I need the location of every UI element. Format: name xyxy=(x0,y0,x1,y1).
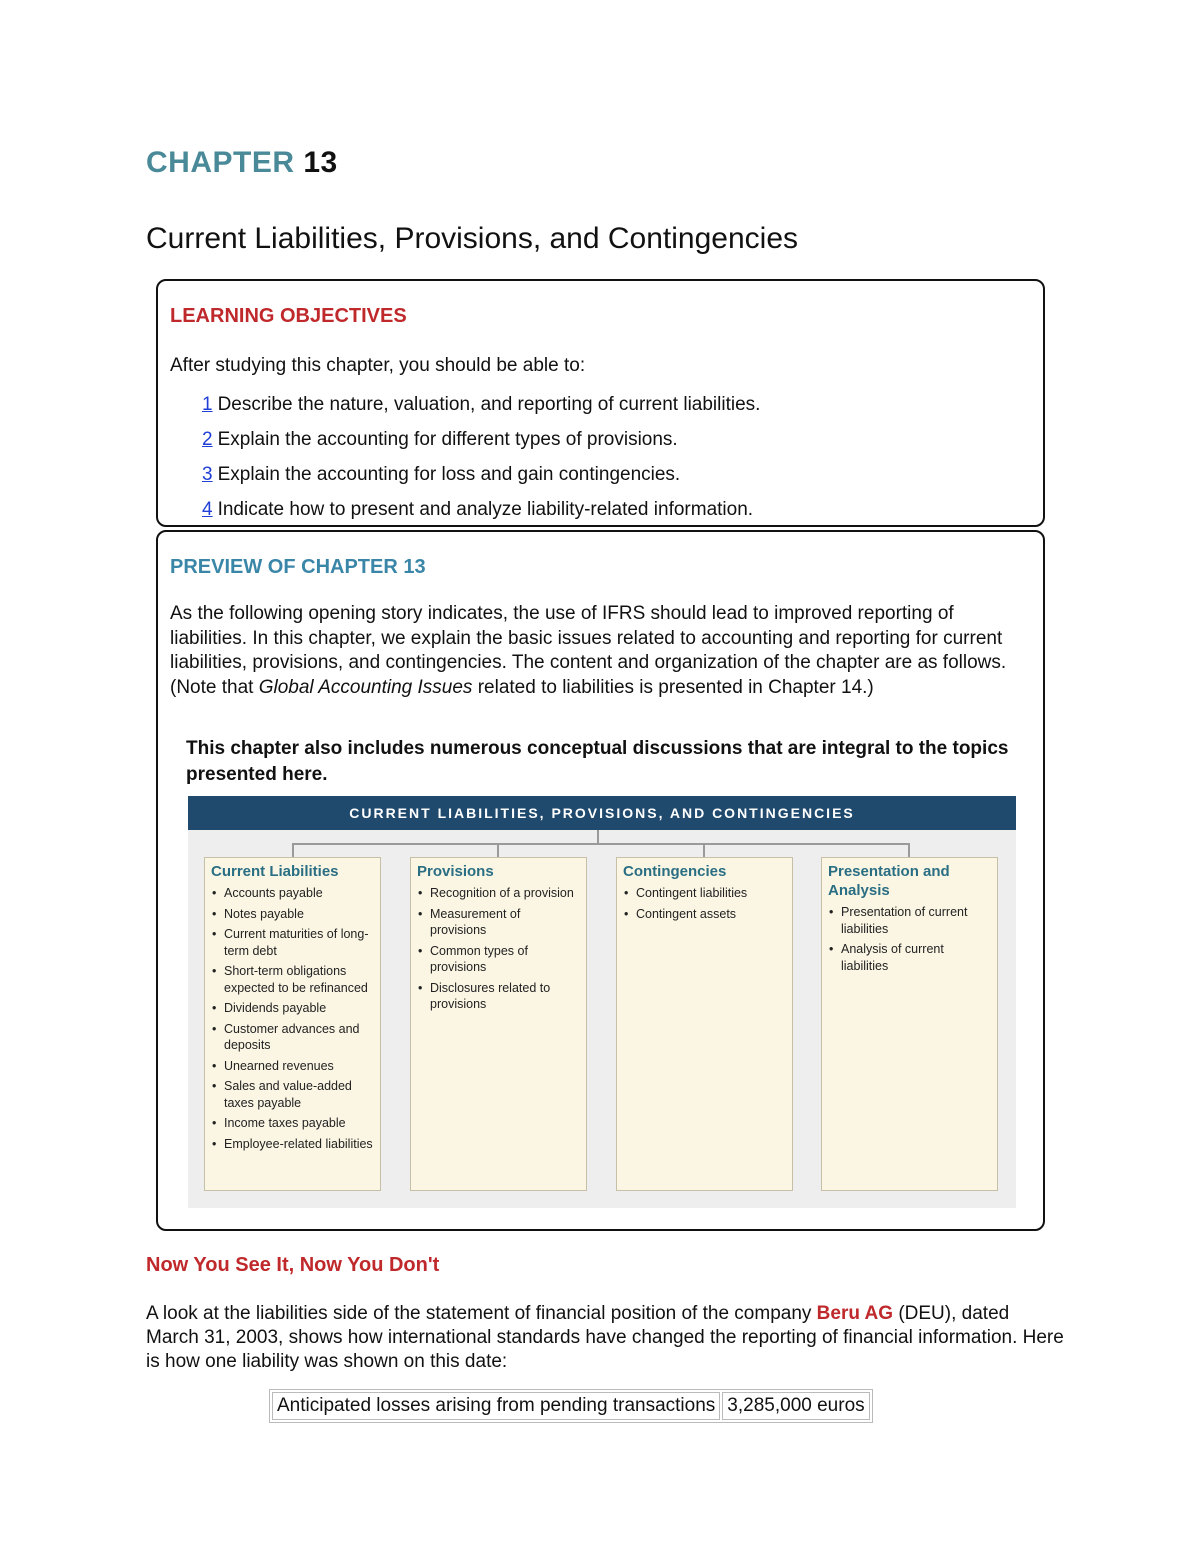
preview-note: This chapter also includes numerous conceptual discussions that are integral to the topics presented here. xyxy=(186,738,1009,785)
column-title: Current Liabilities xyxy=(211,863,339,880)
objective-link[interactable]: 1 xyxy=(202,394,213,415)
preview-box xyxy=(156,530,1045,1231)
objective-item xyxy=(202,457,760,492)
list-item: • Contingent liabilities xyxy=(623,885,786,902)
story-heading: Now You See It, Now You Don't xyxy=(146,1254,440,1276)
company-name: Beru AG xyxy=(816,1303,894,1324)
preview-text-italic: Global Accounting Issues xyxy=(258,676,473,698)
learning-objectives-box xyxy=(156,279,1045,527)
connector-line xyxy=(703,843,705,857)
column-list xyxy=(211,885,374,1152)
objective-text: Describe the nature, valuation, and reporting of current liabilities. xyxy=(217,394,761,415)
connector-line xyxy=(497,843,499,857)
preview-text xyxy=(170,602,1032,700)
chapter-label: CHAPTER xyxy=(146,146,295,179)
organization-chart xyxy=(188,796,1016,1208)
list-item: • Analysis of current liabilities xyxy=(828,941,991,974)
org-column-provisions xyxy=(410,857,587,1191)
objectives-list xyxy=(202,387,760,527)
chapter-number: 13 xyxy=(303,146,338,179)
preview-heading: PREVIEW OF CHAPTER 13 xyxy=(170,556,426,578)
preview-text-part: As the following opening story indicates, the use of IFRS should lead to improved reporting of liabilities. In this chapter, we explain the basic issues related to accounting and reporting for current liabilities, provisions, and contingencies. The content and organization of the chapter are as follows. (Note that xyxy=(170,603,1007,698)
objective-text: Explain the accounting for different types of provisions. xyxy=(217,429,678,450)
list-item: • Unearned revenues xyxy=(211,1058,374,1075)
objective-link[interactable]: 2 xyxy=(202,429,213,450)
objective-text: Explain the accounting for loss and gain contingencies. xyxy=(217,464,681,485)
list-item: • Short-term obligations expected to be refinanced xyxy=(211,963,374,996)
list-item: • Disclosures related to provisions xyxy=(417,980,580,1013)
chapter-title: Current Liabilities, Provisions, and Contingencies xyxy=(146,222,799,255)
list-item: • Measurement of provisions xyxy=(417,906,580,939)
story-text-part: A look at the liabilities side of the statement of financial position of the company xyxy=(146,1303,817,1324)
learning-objectives-heading: LEARNING OBJECTIVES xyxy=(170,305,407,327)
learning-objectives-intro: After studying this chapter, you should be able to: xyxy=(170,355,586,376)
list-item: • Sales and value-added taxes payable xyxy=(211,1078,374,1111)
connector-line xyxy=(908,843,910,857)
objective-link[interactable]: 3 xyxy=(202,464,213,485)
objective-item xyxy=(202,387,760,422)
objective-item xyxy=(202,422,760,457)
list-item: • Presentation of current liabilities xyxy=(828,904,991,937)
org-column-presentation-analysis xyxy=(821,857,998,1191)
table-row xyxy=(272,1392,870,1420)
connector-line xyxy=(292,843,294,857)
list-item: • Customer advances and deposits xyxy=(211,1021,374,1054)
list-item: • Common types of provisions xyxy=(417,943,580,976)
list-item: • Income taxes payable xyxy=(211,1115,374,1132)
liability-value-cell: 3,285,000 euros xyxy=(722,1392,869,1420)
column-list xyxy=(417,885,580,1013)
column-list xyxy=(623,885,786,922)
connector-line xyxy=(292,843,909,845)
objective-text: Indicate how to present and analyze liability-related information. xyxy=(217,499,754,520)
list-item: • Contingent assets xyxy=(623,906,786,923)
org-column-contingencies xyxy=(616,857,793,1191)
liability-label-cell: Anticipated losses arising from pending transactions xyxy=(272,1392,720,1420)
list-item: • Employee-related liabilities xyxy=(211,1136,374,1153)
preview-text-part: related to liabilities is presented in Chapter 14.) xyxy=(472,676,874,698)
list-item: • Dividends payable xyxy=(211,1000,374,1017)
chapter-heading xyxy=(146,146,338,180)
list-item: • Notes payable xyxy=(211,906,374,923)
list-item: • Accounts payable xyxy=(211,885,374,902)
column-list xyxy=(828,904,991,974)
connector-line xyxy=(597,830,599,844)
column-title: Provisions xyxy=(417,863,494,880)
org-column-current-liabilities xyxy=(204,857,381,1191)
list-item: • Current maturities of long-term debt xyxy=(211,926,374,959)
story-text xyxy=(146,1302,1066,1374)
story-text-part: (DEU), dated March 31, 2003, shows how international standards have changed the reporting of financial information. Here is how one liability was shown on this date: xyxy=(146,1303,1064,1372)
liability-table xyxy=(269,1389,873,1423)
column-title: Contingencies xyxy=(623,863,727,880)
list-item: • Recognition of a provision xyxy=(417,885,580,902)
org-chart-banner: CURRENT LIABILITIES, PROVISIONS, AND CONTINGENCIES xyxy=(188,796,1016,830)
objective-link[interactable]: 4 xyxy=(202,499,213,520)
column-title: Presentation and Analysis xyxy=(828,863,950,899)
objective-item xyxy=(202,492,760,527)
